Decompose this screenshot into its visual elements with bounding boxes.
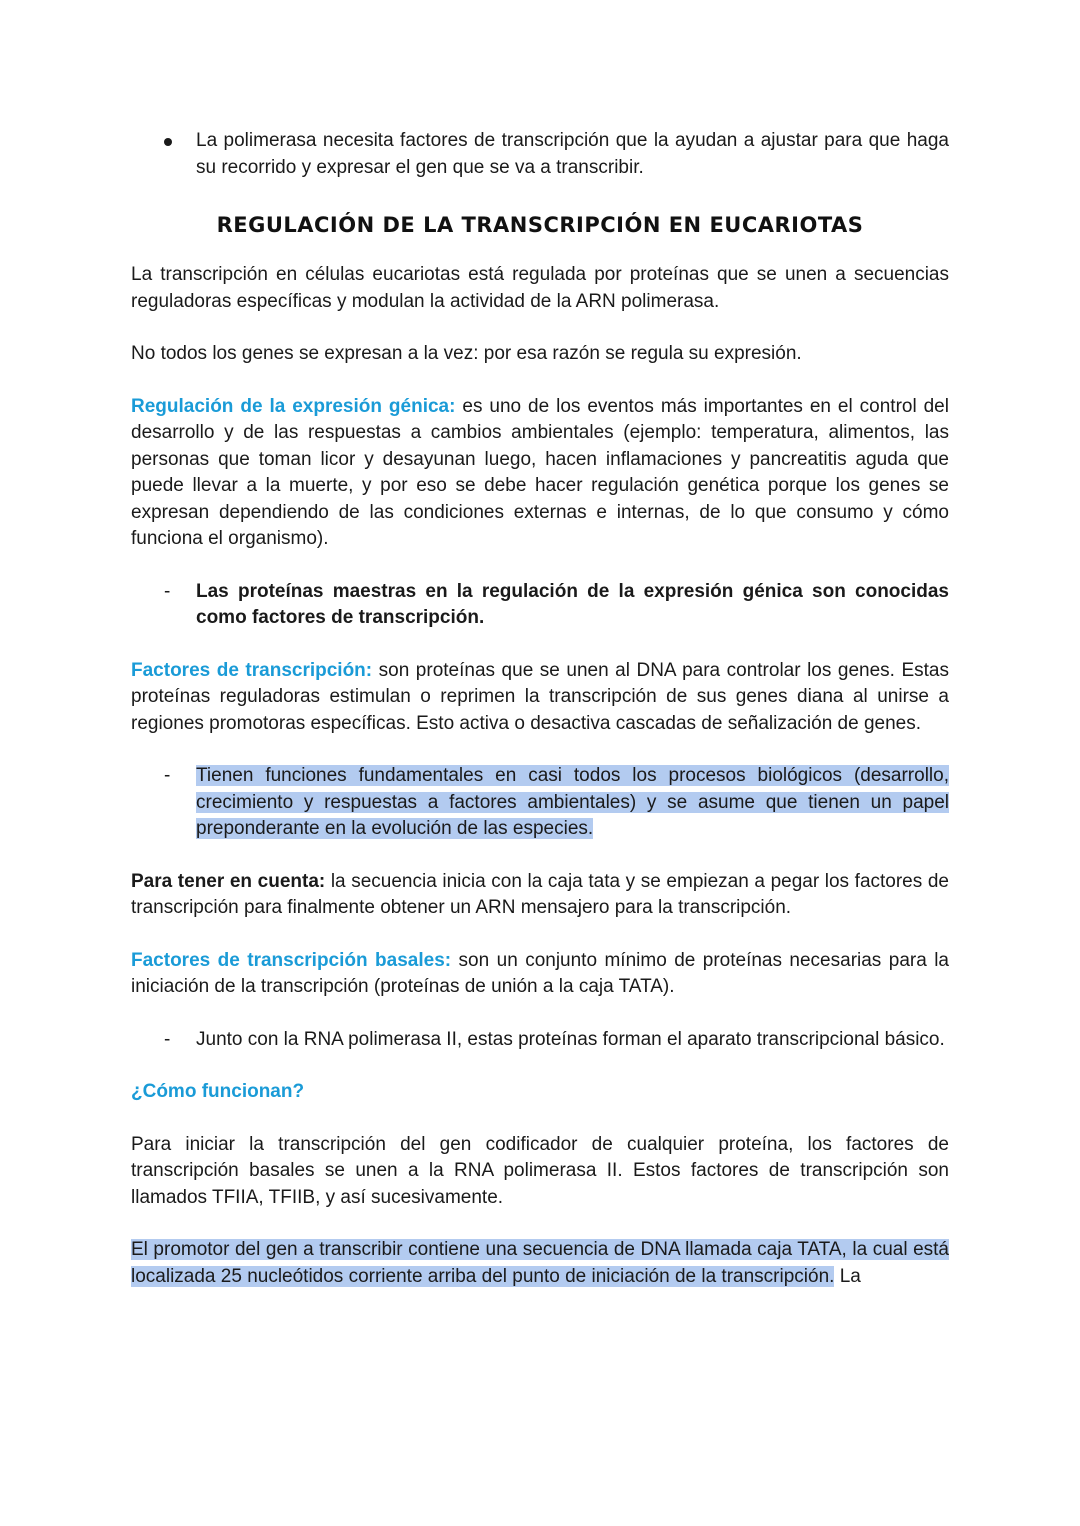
basal-factors-text: son un conjunto mínimo de proteínas necesarias para la iniciación de la transcripción (proteínas de unión a la caja TATA). <box>131 949 950 997</box>
how-heading: ¿Cómo funcionan? <box>131 1081 305 1102</box>
highlighted-text: Tienen funciones fundamentales en casi todos los procesos biológicos (desarrollo, crecimiento y respuestas a factores ambientales) y se asume que tienen un papel preponderante en la evolución de las especies. <box>196 765 949 839</box>
note-term: Para tener en cuenta: <box>131 870 326 892</box>
factors-term: Factores de transcripción: <box>131 659 373 681</box>
initiation-paragraph: Para iniciar la transcripción del gen codificador de cualquier proteína, los factores de transcripción basales se unen a la RNA polimerasa II. Estos factores de transcripción son llamados TFIIA, TFIIB, y así sucesivamente. <box>131 1133 949 1208</box>
factors-paragraph <box>131 658 949 738</box>
highlighted-text: El promotor del gen a transcribir contiene una secuencia de DNA llamada caja TATA, la cual está localizada 25 nucleótidos corriente arriba del punto de iniciación de la transcripción. <box>131 1239 949 1287</box>
promoter-paragraph <box>131 1237 949 1290</box>
dash-marker: - <box>164 580 171 602</box>
intro-paragraph: La transcripción en células eucariotas está regulada por proteínas que se unen a secuencias reguladoras específicas y modulan la actividad de la ARN polimerasa. <box>131 264 949 312</box>
basal-factors-term: Factores de transcripción basales: <box>131 949 452 971</box>
dash-text-functions <box>196 763 949 843</box>
regulation-term: Regulación de la expresión génica: <box>131 395 456 417</box>
document-page <box>131 128 949 1290</box>
factors-text: son proteínas que se unen al DNA para controlar los genes. Estas proteínas reguladoras estimulan o reprimen la transcripción de sus genes diana al unirse a regiones promotoras específicas. Esto activa o desactiva cascadas de señalización de genes. <box>131 659 949 734</box>
dash-item <box>131 1027 949 1054</box>
note-text: la secuencia inicia con la caja tata y se empiezan a pegar los factores de transcripción para finalmente obtener un ARN mensajero para la transcripción. <box>131 870 949 918</box>
dash-text-master-proteins: Las proteínas maestras en la regulación de la expresión génica son conocidas como factores de transcripción. <box>196 580 949 628</box>
dash-item <box>131 579 949 632</box>
bullet-item <box>131 128 949 181</box>
note-paragraph <box>131 869 949 922</box>
bullet-dot-icon <box>164 138 172 146</box>
expression-paragraph: No todos los genes se expresan a la vez: por esa razón se regula su expresión. <box>131 343 802 364</box>
basal-factors-paragraph <box>131 948 949 1001</box>
dash-marker: - <box>164 765 171 786</box>
regulation-paragraph <box>131 394 949 553</box>
dash-item <box>131 763 949 843</box>
promoter-tail: La <box>834 1265 861 1287</box>
dash-marker: - <box>164 1028 171 1050</box>
dash-text-polymerase: Junto con la RNA polimerasa II, estas proteínas forman el aparato transcripcional básico. <box>196 1028 945 1050</box>
regulation-text: es uno de los eventos más importantes en el control del desarrollo y de las respuestas a cambios ambientales (ejemplo: temperatura, alimentos, las personas que toman licor y desayunan luego, hacen inflamaciones y pancreatitis aguda que puede llevar a la muerte, y por eso se debe hacer regulación genética porque los genes se expresan dependiendo de las condiciones externas e internas, de lo que consumo y cómo funciona el organismo). <box>131 395 949 549</box>
bullet-text: La polimerasa necesita factores de transcripción que la ayudan a ajustar para que haga su recorrido y expresar el gen que se va a transcribir. <box>196 130 949 178</box>
section-title: REGULACIÓN DE LA TRANSCRIPCIÓN EN EUCARIOTAS <box>216 213 864 237</box>
